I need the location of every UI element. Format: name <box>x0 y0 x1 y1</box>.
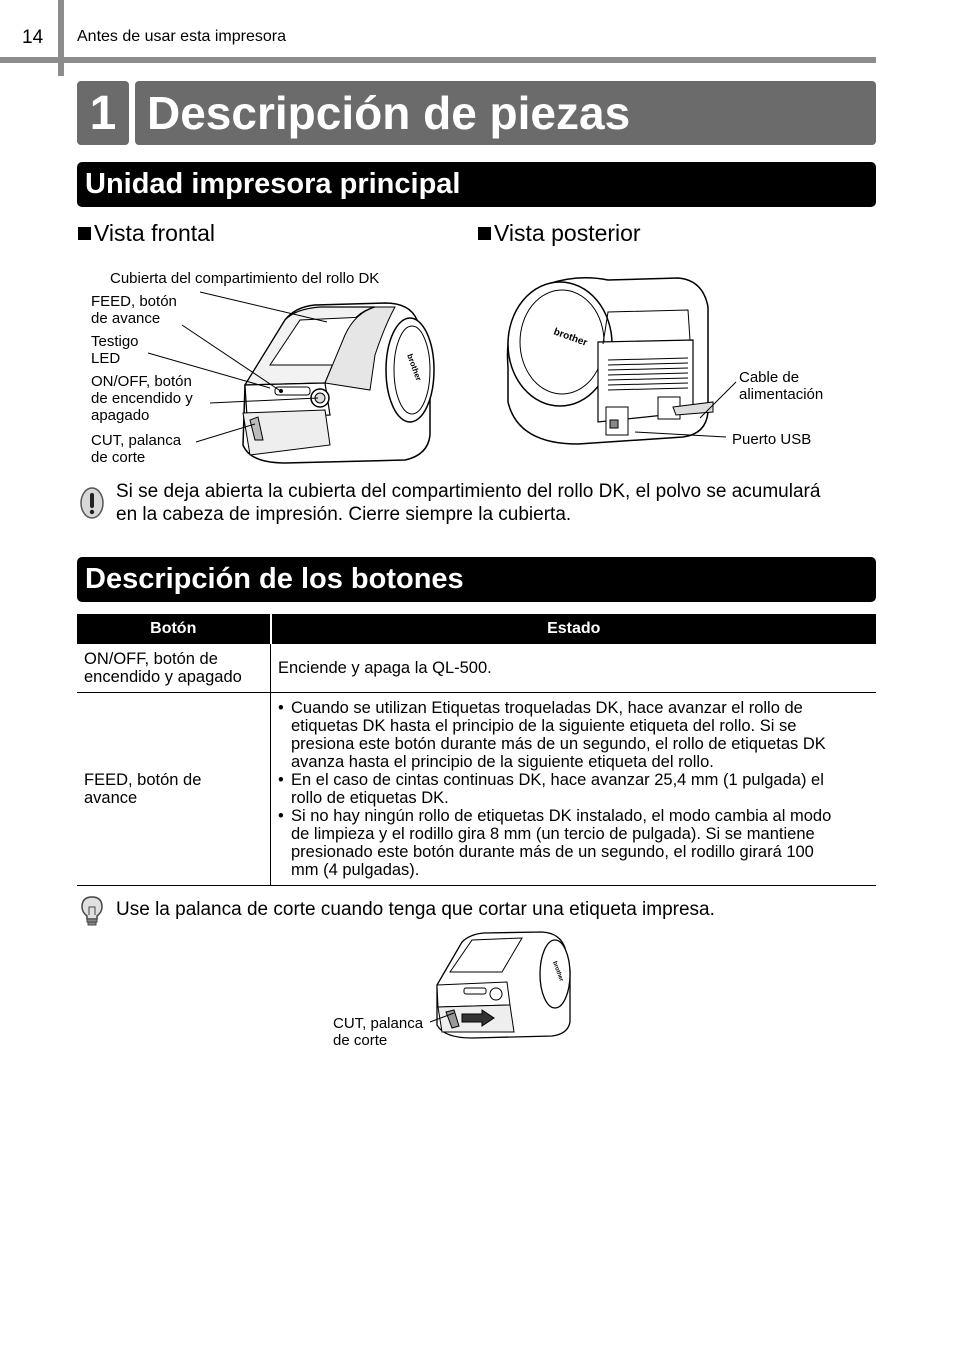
column-header-state: Estado <box>271 614 877 644</box>
callout-led: Testigo LED <box>91 333 139 367</box>
chapter-number: 1 <box>77 81 129 145</box>
square-bullet-icon <box>78 227 91 240</box>
callout-onoff-button: ON/OFF, botón de encendido y apagado <box>91 373 193 424</box>
lightbulb-icon <box>80 895 104 927</box>
state-cell <box>271 692 877 885</box>
svg-text:brother: brother <box>551 960 564 983</box>
callout-cut-lever: CUT, palanca de corte <box>91 432 182 466</box>
button-name-cell: FEED, botón de avance <box>77 692 271 885</box>
callout-usb-port: Puerto USB <box>732 431 812 448</box>
tip-note: Use la palanca de corte cuando tenga que cortar una etiqueta impresa. <box>116 899 715 920</box>
front-view-label: Vista frontal <box>78 220 215 247</box>
callout-power-cable: Cable de alimentación <box>739 369 824 403</box>
table-header-row <box>77 614 876 644</box>
callout-feed-button: FEED, botón de avance <box>91 293 177 327</box>
table-row <box>77 692 876 885</box>
page-number: 14 <box>22 27 44 48</box>
button-name-cell: ON/OFF, botón de encendido y apagado <box>77 644 271 692</box>
section-heading-main-unit: Unidad impresora principal <box>77 162 876 207</box>
buttons-table <box>77 614 876 886</box>
caution-note: Si se deja abierta la cubierta del compartimiento del rollo DK, el polvo se acumulará en la cabeza de impresión. Cierre siempre la cubierta. <box>116 481 821 525</box>
square-bullet-icon <box>478 227 491 240</box>
list-item: • Cuando se utilizan Etiquetas troqueladas DK, hace avanzar el rollo de etiquetas DK hasta el principio de la siguiente etiqueta del rollo. Si se presiona este botón durante más de un segundo, el rollo de etiquetas DK avanza hasta el principio de la siguiente etiqueta del rollo. <box>278 699 870 771</box>
callout-roll-cover: Cubierta del compartimiento del rollo DK <box>110 270 380 287</box>
cut-callout-line <box>420 1010 460 1030</box>
header-horizontal-rule <box>0 57 876 63</box>
front-view-callout-lines <box>0 280 480 470</box>
table-row <box>77 644 876 692</box>
svg-text:brother: brother <box>551 326 589 349</box>
list-item: • En el caso de cintas continuas DK, hace avanzar 25,4 mm (1 pulgada) el rollo de etiquetas DK. <box>278 771 870 807</box>
exclamation-icon <box>79 486 105 520</box>
column-header-button: Botón <box>77 614 271 644</box>
rear-view-label: Vista posterior <box>478 220 641 247</box>
header-vertical-rule <box>58 0 64 76</box>
section-heading-buttons: Descripción de los botones <box>77 557 876 602</box>
list-item: • Si no hay ningún rollo de etiquetas DK instalado, el modo cambia al modo de limpieza y el rodillo gira 8 mm (un tercio de pulgada). Si se mantiene presionado este botón durante más de un segundo, el rodillo girará 100 mm (4 pulgadas). <box>278 807 870 879</box>
callout-cut-lever-bottom: CUT, palanca de corte <box>333 1015 424 1049</box>
state-cell: Enciende y apaga la QL-500. <box>271 644 877 692</box>
chapter-title: Descripción de piezas <box>135 81 876 145</box>
svg-text:brother: brother <box>405 352 424 382</box>
running-title: Antes de usar esta impresora <box>77 28 286 45</box>
